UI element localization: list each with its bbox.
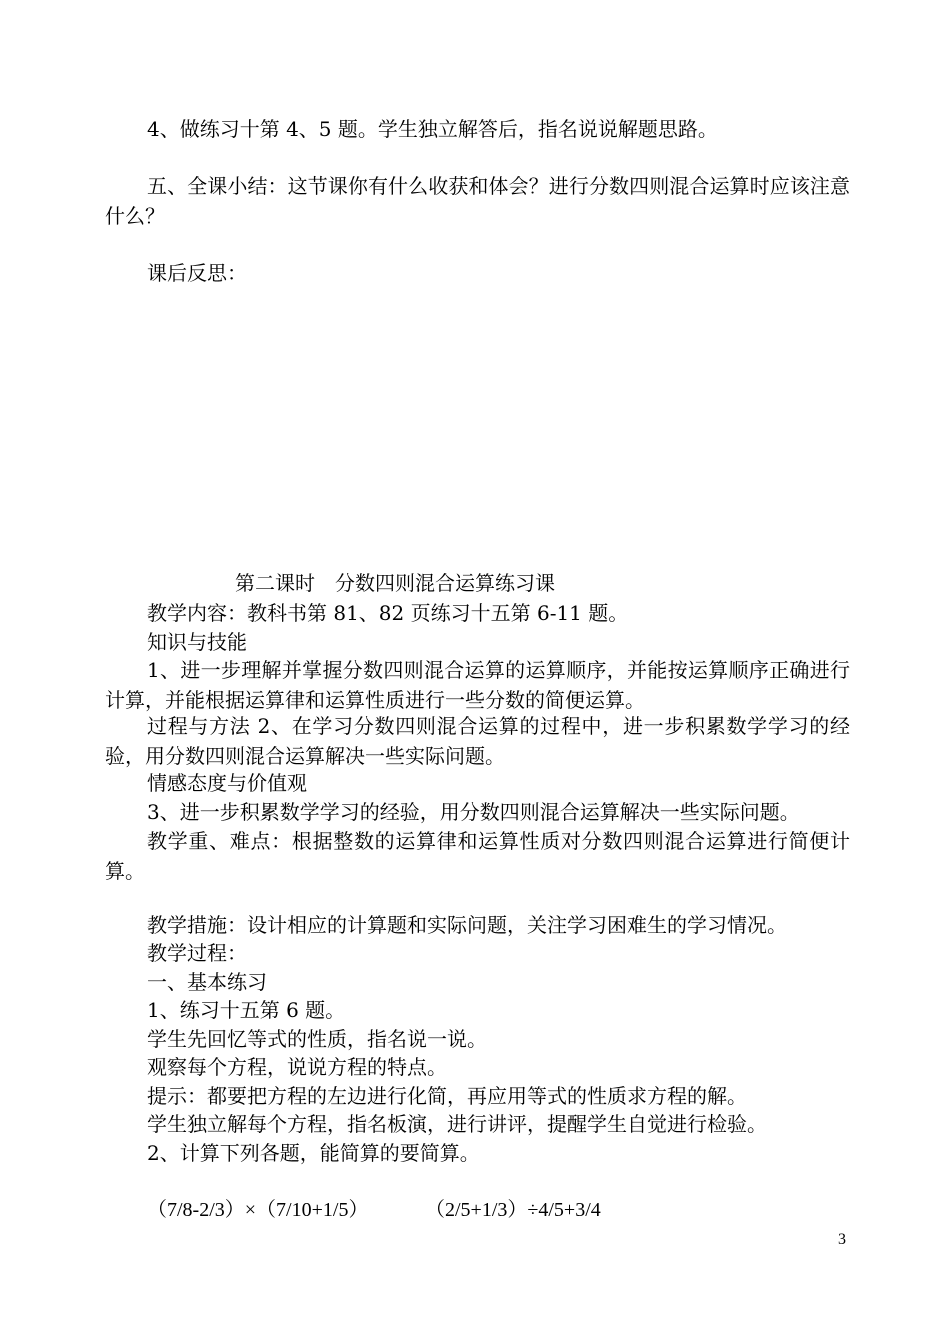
paragraph-solve: 学生独立解每个方程，指名板演，进行讲评，提醒学生自觉进行检验。: [147, 1112, 767, 1136]
lesson-title: 第二课时 分数四则混合运算练习课: [235, 571, 555, 595]
paragraph-reflection: 课后反思：: [147, 261, 247, 285]
paragraph-exercise-6: 1、练习十五第 6 题。: [147, 998, 346, 1022]
heading-knowledge-skills: 知识与技能: [147, 630, 247, 654]
paragraph-observe: 观察每个方程，说说方程的特点。: [147, 1055, 447, 1079]
paragraph-goal-2: 过程与方法 2、在学习分数四则混合运算的过程中，进一步积累数学学习的经验，用分数四则混合运算解决一些实际问题。: [105, 714, 850, 768]
paragraph-goal-1: 1、进一步理解并掌握分数四则混合运算的运算顺序，并能按运算顺序正确进行计算，并能根据运算律和运算性质进行一些分数的简便运算。: [105, 658, 850, 712]
paragraph-recall: 学生先回忆等式的性质，指名说一说。: [147, 1027, 487, 1051]
paragraph-calculate: 2、计算下列各题，能简算的要简算。: [147, 1141, 480, 1165]
paragraph-hint: 提示：都要把方程的左边进行化简，再应用等式的性质求方程的解。: [147, 1084, 747, 1108]
paragraph-summary: 五、全课小结：这节课你有什么收获和体会？进行分数四则混合运算时应该注意什么？: [105, 174, 850, 228]
paragraph-exercise-4: 4、做练习十第 4、5 题。学生独立解答后，指名说说解题思路。: [147, 117, 718, 141]
heading-attitude-values: 情感态度与价值观: [147, 771, 307, 795]
paragraph-measures: 教学措施：设计相应的计算题和实际问题，关注学习困难生的学习情况。: [147, 913, 787, 937]
paragraph-key-points: 教学重、难点：根据整数的运算律和运算性质对分数四则混合运算进行简便计算。: [105, 829, 850, 883]
page-number: 3: [838, 1231, 846, 1248]
heading-process: 教学过程：: [147, 941, 247, 965]
expression-2: （2/5+1/3）÷4/5+3/4: [425, 1199, 601, 1221]
heading-basic-practice: 一、基本练习: [147, 970, 267, 994]
expression-1: （7/8-2/3）×（7/10+1/5）: [147, 1199, 369, 1221]
teaching-content: 教学内容：教科书第 81、82 页练习十五第 6-11 题。: [147, 601, 629, 625]
paragraph-goal-3: 3、进一步积累数学学习的经验，用分数四则混合运算解决一些实际问题。: [147, 800, 800, 824]
